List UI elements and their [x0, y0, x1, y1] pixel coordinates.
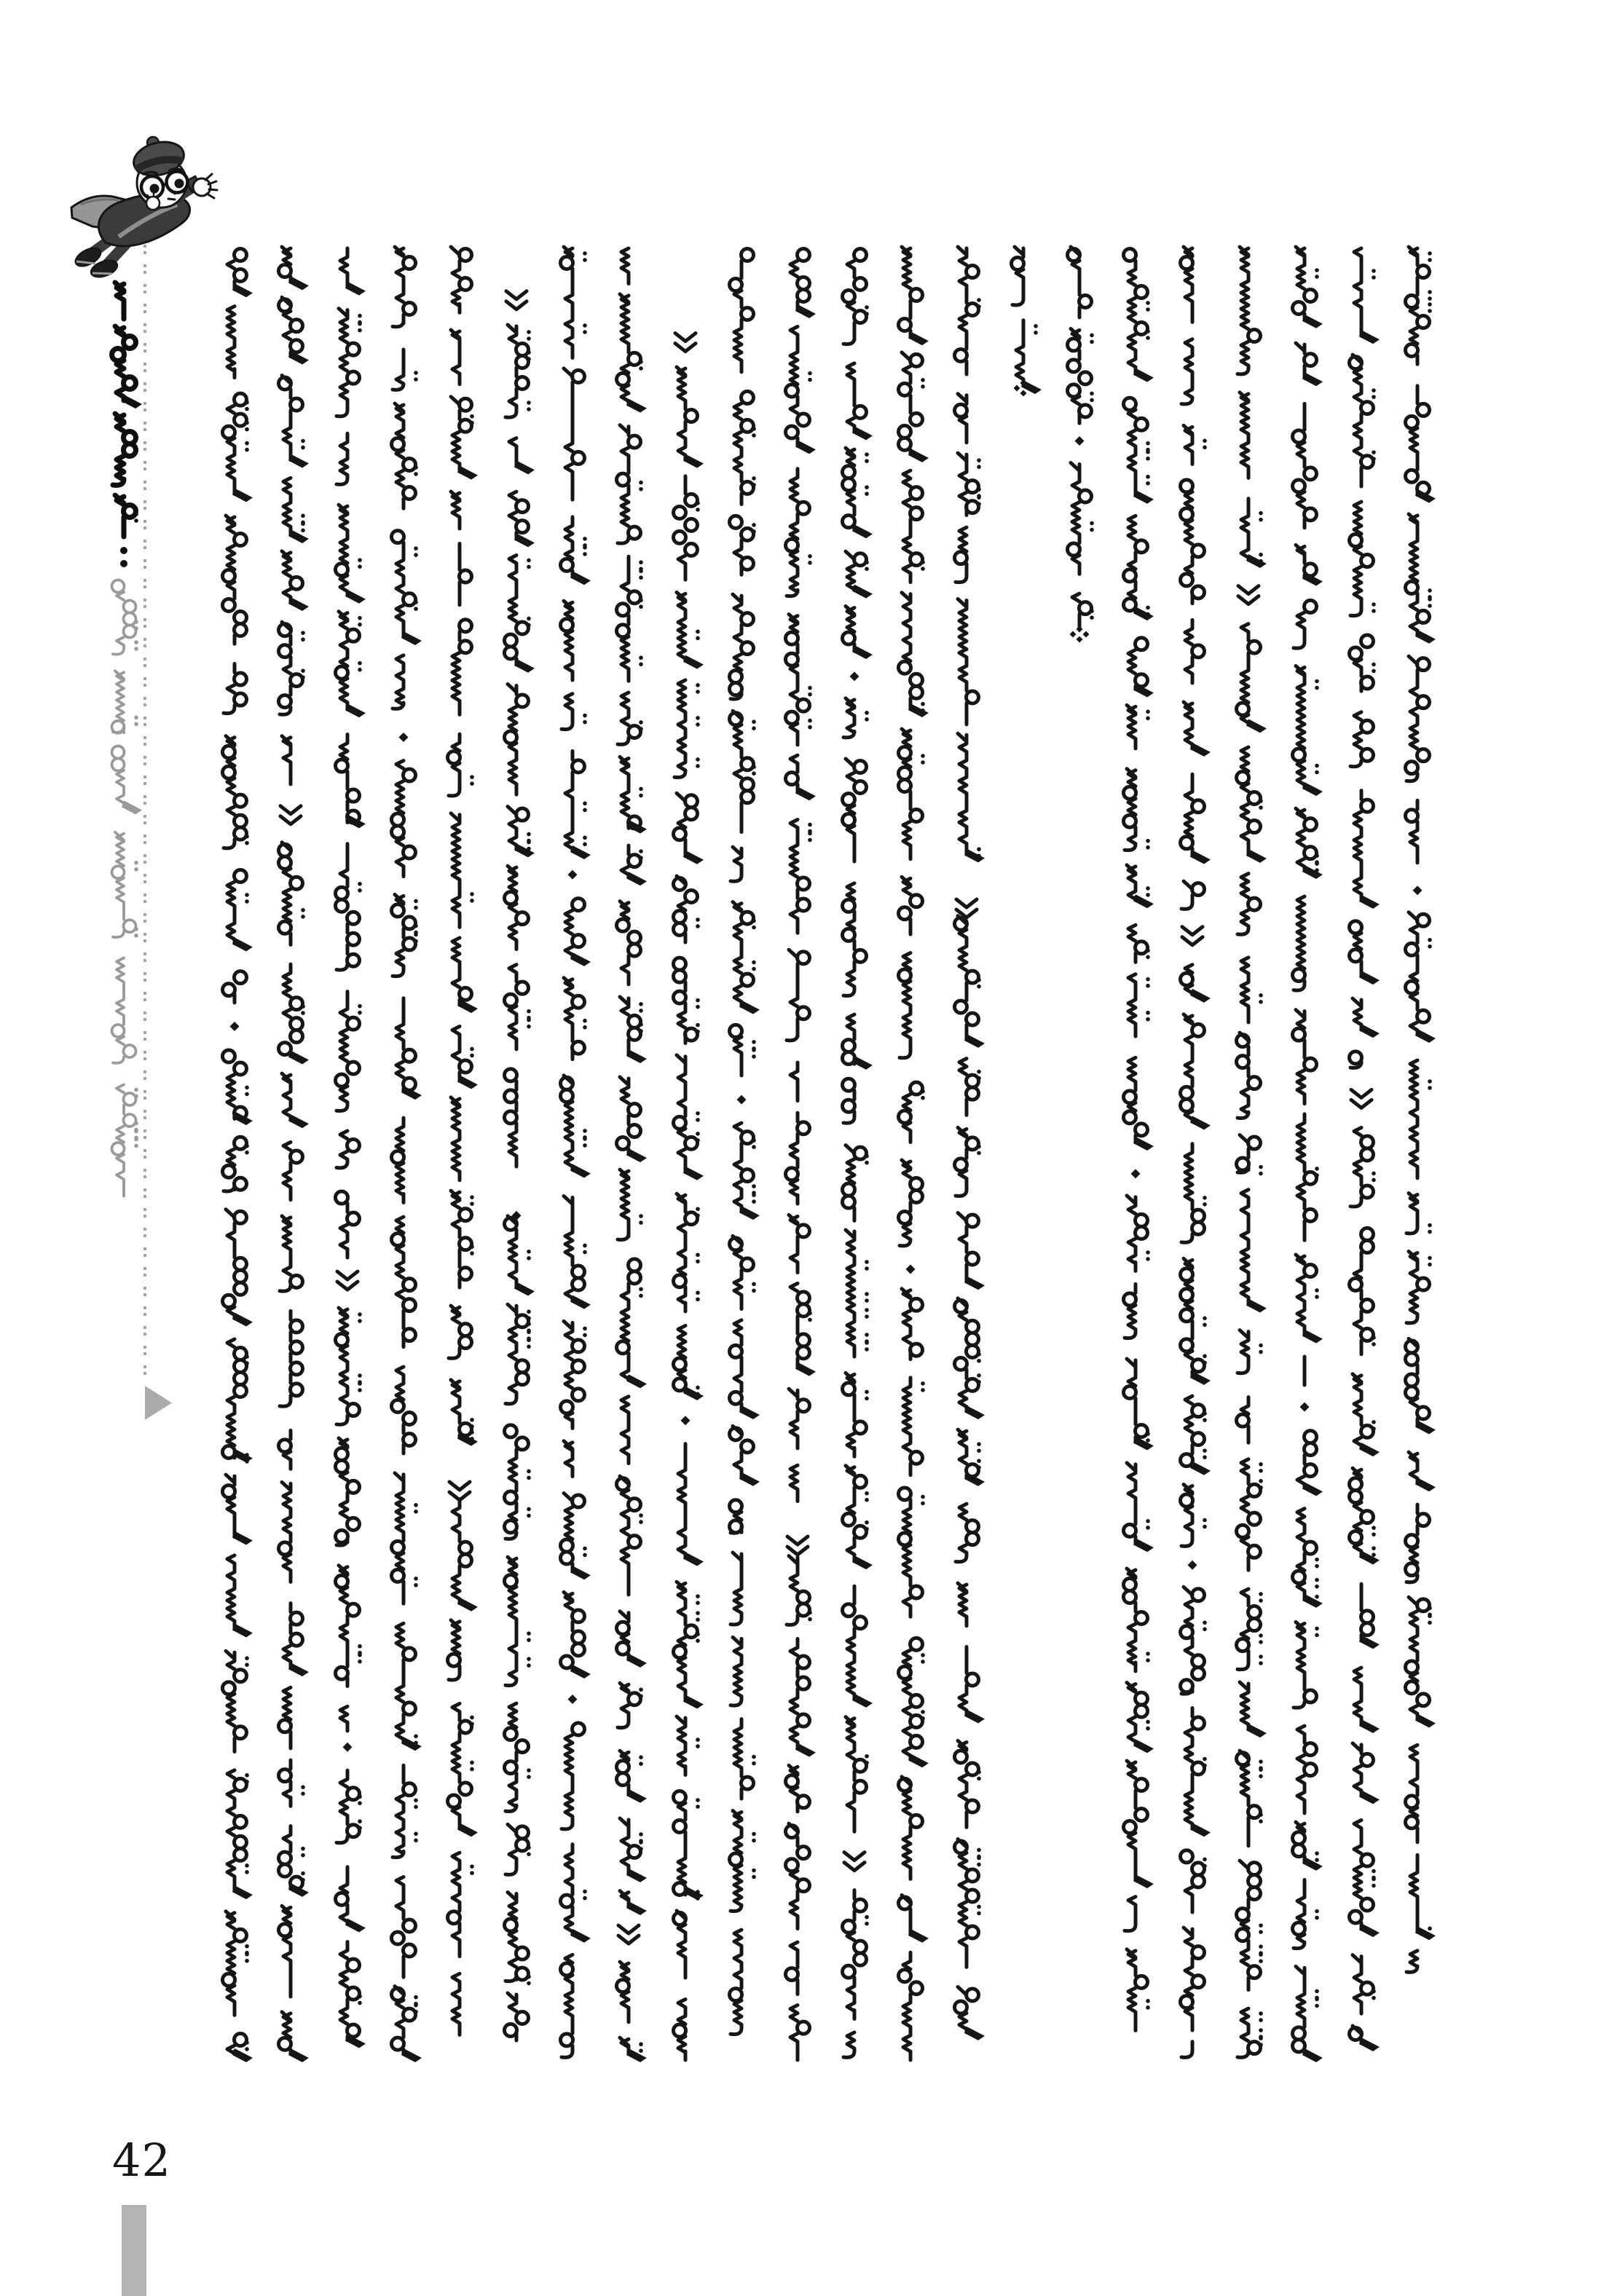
text-column: [774, 244, 822, 2064]
text-column: [1112, 244, 1160, 2064]
text-column: [436, 244, 484, 2064]
text-column: [830, 244, 878, 2064]
text-column: [1224, 244, 1272, 2064]
text-column: [999, 244, 1047, 409]
text-column: [717, 244, 766, 2064]
text-column: [661, 326, 709, 2064]
section-title-column: [100, 280, 148, 550]
boots: [73, 244, 120, 279]
text-column: [886, 244, 935, 2064]
text-column: [1055, 244, 1103, 655]
text-column: [1280, 244, 1329, 2064]
section-subtitle-column: [100, 575, 148, 1209]
text-column: [323, 244, 371, 2064]
mascot-illustration: [62, 119, 222, 279]
text-column: [267, 244, 315, 2064]
text-column: [1168, 244, 1216, 2064]
pointer-triangle-icon: [145, 1386, 172, 1420]
text-column: [1393, 244, 1441, 1979]
text-column: [492, 284, 540, 2064]
text-column: [1337, 244, 1385, 2054]
title-colon-mark: [117, 546, 131, 571]
text-column: [548, 244, 597, 2064]
page-number: 42: [112, 2134, 171, 2187]
text-column: [943, 244, 991, 2064]
dashed-guide-line: [143, 245, 146, 1375]
text-column: [211, 244, 259, 2064]
text-column: [605, 244, 653, 2064]
footer-bar: [122, 2205, 146, 2296]
text-column: [379, 244, 428, 2064]
